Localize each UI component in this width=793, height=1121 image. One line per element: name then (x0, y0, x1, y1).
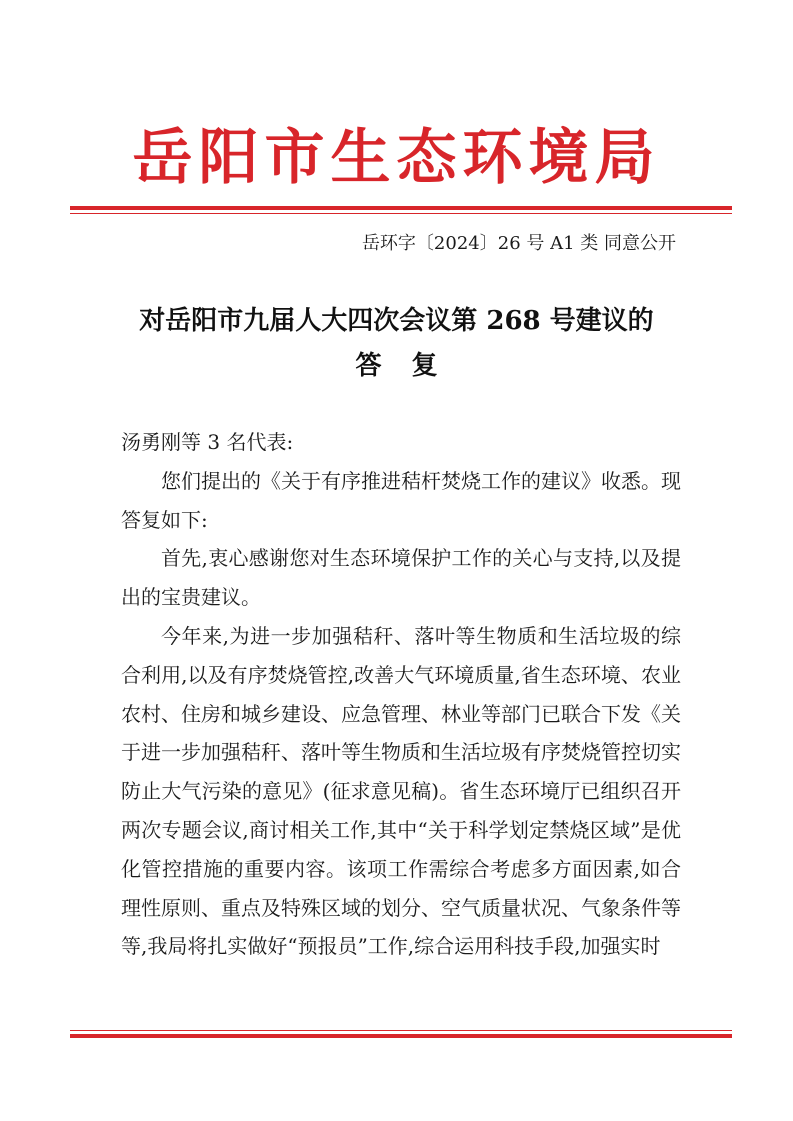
header-rule-thin (70, 213, 732, 214)
document-title-line1: 对岳阳市九届人大四次会议第 268 号建议的 (139, 306, 654, 336)
salutation: 汤勇刚等 3 名代表: (121, 430, 294, 454)
header-rule-thick (70, 206, 732, 210)
document-number: 岳环字〔2024〕26 号 A1 类 同意公开 (361, 233, 676, 254)
paragraph: 今年来,为进一步加强秸秆、落叶等生物质和生活垃圾的综合利用,以及有序焚烧管控,改善大气环境质量,省生态环境、农业农村、住房和城乡建设、应急管理、林业等部门已联合下发《关于进一步加强秸秆、落叶等生物质和生活垃圾有序焚烧管控切实防止大气污染的意见》(征求意见稿)。省生态环境厅已组织召开两次专题会议,商讨相关工作,其中“关于科学划定禁烧区域”是优化管控措施的重要内容。该项工作需综合考虑多方面因素,如合理性原则、重点及特殊区域的划分、空气质量状况、气象条件等等,我局将扎实做好“预报员”工作,综合运用科技手段,加强实时 (121, 623, 681, 959)
paragraph: 首先,衷心感谢您对生态环境保护工作的关心与支持,以及提出的宝贵建议。 (121, 546, 681, 610)
agency-header-title: 岳阳市生态环境局 (132, 123, 661, 193)
document-title-line2: 答复 (355, 351, 468, 381)
document-body (121, 423, 681, 966)
footer-rule-thick (70, 1034, 732, 1038)
paragraph: 您们提出的《关于有序推进秸杆焚烧工作的建议》收悉。现答复如下: (121, 468, 681, 532)
footer-rule-thin (70, 1030, 732, 1031)
